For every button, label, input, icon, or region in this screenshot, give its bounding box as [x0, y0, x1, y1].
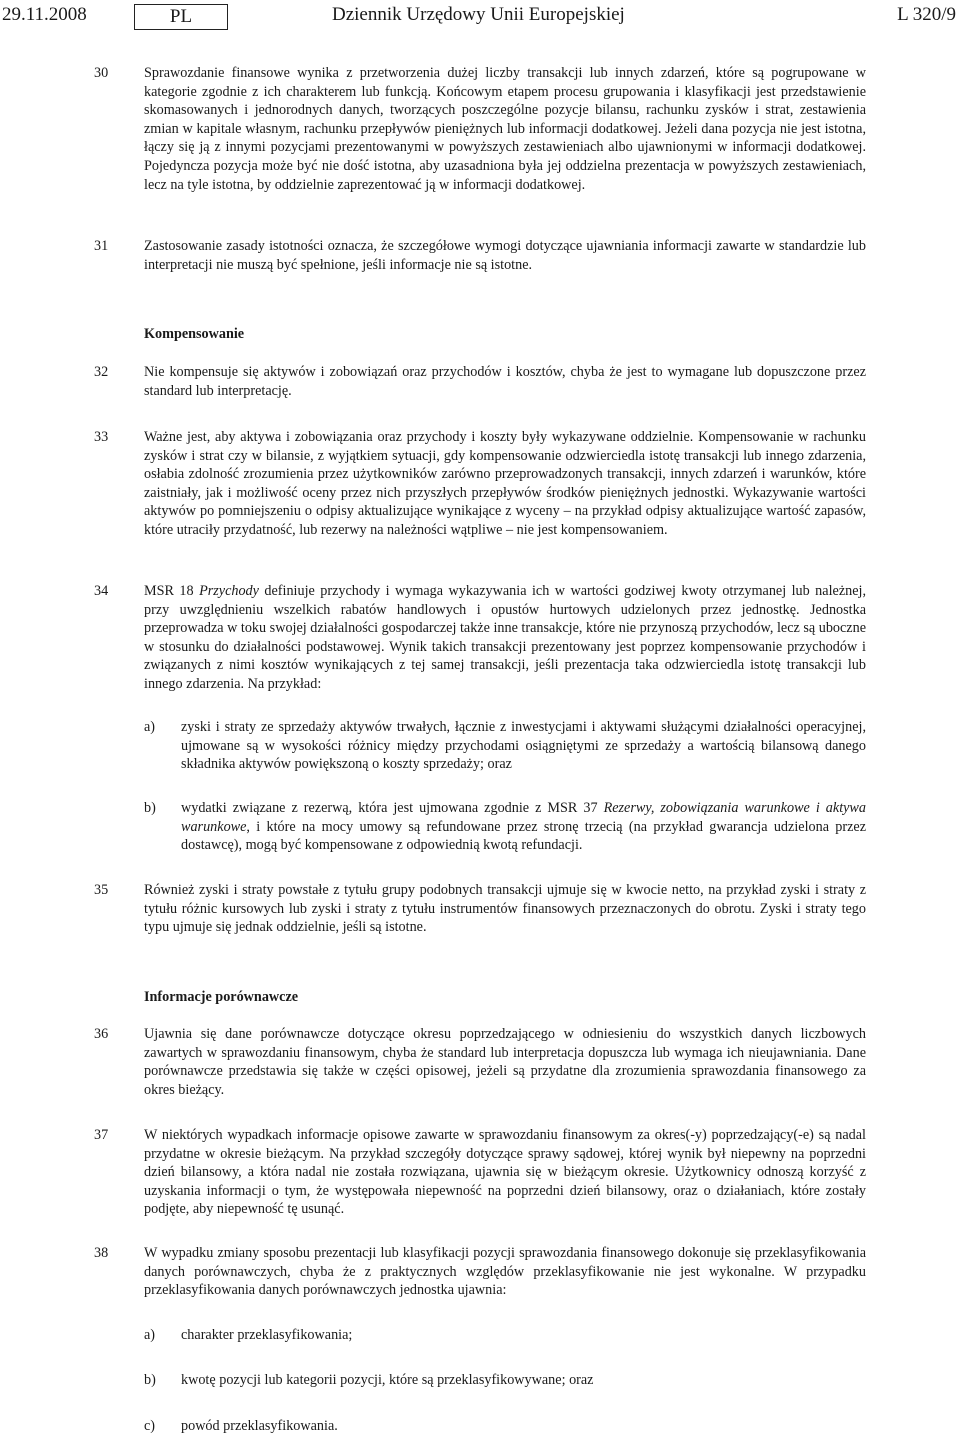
paragraph-text: W wypadku zmiany sposobu prezentacji lub klasyfikacji pozycji sprawozdania finansowego dokonuje się przeklasyfikowania danych porównawczych, chyba że z praktycznych względów przeklasyfikowanie nie jest wykonalne. W przypadku przeklasyfikowania danych porównawczych jednostka ujawnia: [144, 1245, 866, 1299]
section-heading-kompensowanie: Kompensowanie [144, 326, 245, 342]
paragraph-text: Również zyski i straty powstałe z tytułu grupy podobnych transakcji ujmuje się w kwocie netto, na przykład zyski i straty z tytułu różnic kursowych lub zyski i straty z tytułu instrumentów finansowych przeznaczonych do obrotu. Zyski i straty tego typu ujmuje się jednak oddzielnie, jeśli są istotne. [144, 882, 866, 936]
standard-title: Rezerwy, zobowiązania warunkowe i aktywa warunkowe [181, 800, 866, 835]
page-header [0, 0, 960, 34]
paragraph-number: 31 [94, 238, 109, 254]
paragraph-number: 33 [94, 429, 109, 445]
paragraph-text: Ważne jest, aby aktywa i zobowiązania oraz przychody i koszty były wykazywane oddzielnie. Kompensowanie w rachunku zysków i strat czy w bilansie, z wyjątkiem sytuacji, gdy kompensowanie odzwierciedla istotę transakcji lub innego zdarzenia, osłabia zdolność zrozumienia przez użytkowników zarówno przeprowadzonych transakcji, innych zdarzeń i warunków, które zaistniały, jak i możliwość oceny przez nich przyszłych przepływów środków pieniężnych jednostki. Wykazywanie wartości aktywów po pomniejszeniu o odpisy aktualizujące wynikające z wyceny – na przykład odpisy aktualizujące wartość zapasów, które utraciły przydatność, lub rezerwy na należności wątpliwe – nie jest kompensowaniem. [144, 429, 866, 538]
paragraph-text: Nie kompensuje się aktywów i zobowiązań oraz przychodów i kosztów, chyba że jest to wymagane lub dopuszczone przez standard lub interpretację. [144, 364, 866, 399]
language-box: PL [134, 4, 228, 30]
page-reference: L 320/9 [897, 4, 956, 25]
journal-title: Dziennik Urzędowy Unii Europejskiej [332, 4, 625, 25]
section-heading-informacje-porownawcze: Informacje porównawcze [144, 989, 299, 1005]
paragraph-text: W niektórych wypadkach informacje opisowe zawarte w sprawozdaniu finansowym za okres(-y) poprzedzający(-e) są nadal przydatne w okresie bieżącym. Na przykład szczegóły dotyczące sprawy sądowej, której wynik był niepewny na poprzedni dzień bilansowy, a która nadal nie została rozwiązana, ujawnia się w bieżącym okresie. Użytkownicy odnoszą korzyść z uzyskania informacji o tym, że występowała niepewność na poprzedni dzień bilansowy, oraz o działaniach, które zostały podjęte, aby niepewność tę usunąć. [144, 1127, 866, 1218]
standard-title: Przychody [199, 583, 259, 599]
list-item-text: powód przeklasyfikowania. [181, 1418, 338, 1434]
paragraph-text: MSR 18 Przychody definiuje przychody i wymaga wykazywania ich w wartości godziwej kwoty otrzymanej lub należnej, przy uwzględnieniu wszelkich rabatów handlowych i opustów hurtowych udzielonych przez jednostkę. Jednostka przeprowadza w toku swojej działalności gospodarczej także inne transakcje, które nie przynoszą przychodów, lecz są uboczne w stosunku do działalności podstawowej. Wynik takich transakcji prezentowany jest poprzez kompensowanie przychodów i związanych z nimi kosztów wynikających z tej samej transakcji, jeśli prezentacja taka odzwierciedla istotę transakcji lub innego zdarzenia. Na przykład: [144, 583, 866, 692]
list-item-text: zyski i straty ze sprzedaży aktywów trwałych, łącznie z inwestycjami i aktywami służącymi działalności operacyjnej, ujmowane są w wysokości różnicy między przychodami osiągniętymi ze sprzedaży a wartością bilansową danego składnika aktywów powiększoną o koszty sprzedaży; oraz [181, 719, 866, 773]
paragraph-number: 37 [94, 1127, 109, 1143]
list-item-label: a) [144, 719, 156, 735]
list-item-label: c) [144, 1418, 156, 1434]
list-item-label: a) [144, 1327, 156, 1343]
list-item-label: b) [144, 1372, 156, 1388]
paragraph-text: Ujawnia się dane porównawcze dotyczące okresu poprzedzającego w odniesieniu do wszystkich danych liczbowych zawartych w sprawozdaniu finansowym, chyba że standard lub interpretacja dopuszcza lub wymaga ich nieujawniania. Dane porównawcze przedstawia się także w części opisowej, jeżeli są przydatne dla zrozumienia sprawozdania finansowego za okres bieżący. [144, 1026, 866, 1098]
list-item-label: b) [144, 800, 156, 816]
paragraph-number: 38 [94, 1245, 109, 1261]
list-item-text: wydatki związane z rezerwą, która jest ujmowana zgodnie z MSR 37 Rezerwy, zobowiązania warunkowe i aktywa warunkowe, i które na mocy umowy są refundowane przez stronę trzecią (na przykład gwarancja udzielona przez dostawcę), mogą być kompensowane z odpowiednią kwotą refundacji. [181, 800, 866, 854]
paragraph-text: Sprawozdanie finansowe wynika z przetworzenia dużej liczby transakcji lub innych zdarzeń, które są pogrupowane w kategorie zgodnie z ich charakterem lub funkcją. Końcowym etapem procesu grupowania i klasyfikacji jest przedstawienie skomasowanych i jednorodnych danych, tworzących poszczególne pozycje bilansu, rachunku zysków i strat, zestawienia zmian w kapitale własnym, rachunku przepływów pieniężnych lub informacji dodatkowej. Jeżeli dana pozycja nie jest istotna, łączy się ją z innymi pozycjami prezentowanymi w powyższych zestawieniach albo ujawnionymi w informacji dodatkowej. Pojedyncza pozycja może być nie dość istotna, aby uzasadniona była jej oddzielna prezentacja w powyższych zestawieniach, lecz na tyle istotna, by oddzielnie zaprezentować ją w informacji dodatkowej. [144, 65, 866, 193]
paragraph-number: 36 [94, 1026, 109, 1042]
paragraph-number: 35 [94, 882, 109, 898]
paragraph-number: 30 [94, 65, 109, 81]
publication-date: 29.11.2008 [2, 4, 87, 25]
list-item-text: kwotę pozycji lub kategorii pozycji, które są przeklasyfikowywane; oraz [181, 1372, 594, 1388]
paragraph-text: Zastosowanie zasady istotności oznacza, że szczegółowe wymogi dotyczące ujawniania informacji zawarte w standardzie lub interpretacji nie muszą być spełnione, jeśli informacje nie są istotne. [144, 238, 866, 273]
list-item-text: charakter przeklasyfikowania; [181, 1327, 353, 1343]
paragraph-number: 32 [94, 364, 109, 380]
paragraph-number: 34 [94, 583, 109, 599]
